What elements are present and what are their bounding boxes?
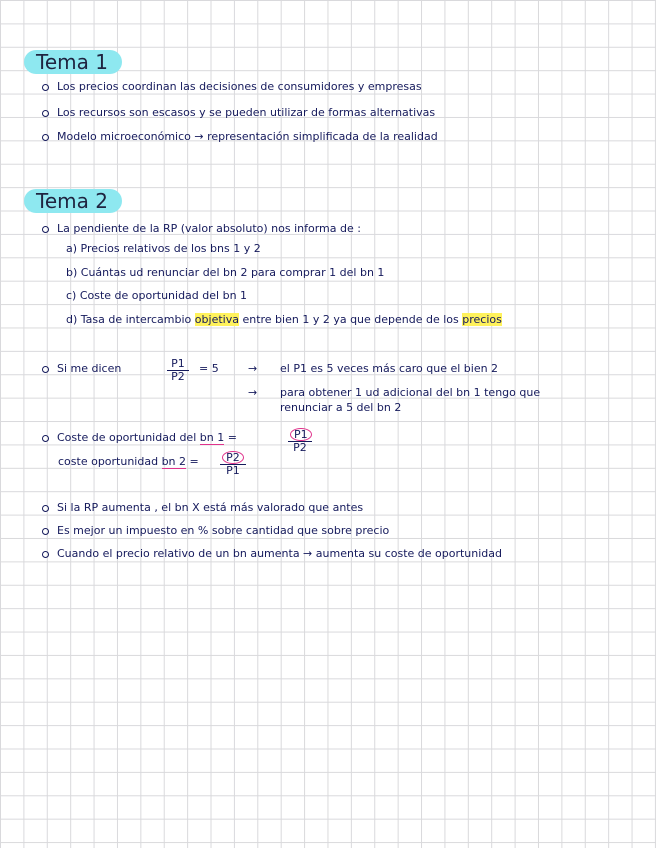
bullet-icon <box>42 226 49 233</box>
coste-bn2-text: coste oportunidad <box>58 455 159 468</box>
final-bullet-2 <box>42 524 389 538</box>
tema1-bullet-2-text: Los recursos son escasos y se pueden utilizar de formas alternativas <box>57 106 436 119</box>
tema1-bullet-2 <box>42 106 435 120</box>
bullet-icon <box>42 528 49 535</box>
tema-1-title: Tema 1 <box>24 50 122 74</box>
coste-bn1-eq: = <box>227 431 237 444</box>
coste-bn2-eq: = <box>189 455 199 468</box>
bullet-icon <box>42 366 49 373</box>
final-bullet-1 <box>42 501 363 515</box>
ratio-result-1: el P1 es 5 veces más caro que el bien 2 <box>280 362 499 375</box>
coste-bn2-denominator: P1 <box>226 464 240 477</box>
ratio-equals: = 5 <box>199 362 219 375</box>
bullet-icon <box>42 435 49 442</box>
final-bullet-2-text: Es mejor un impuesto en % sobre cantidad que sobre precio <box>57 524 390 537</box>
coste-bn2-line <box>58 455 199 469</box>
ratio-arrow-1: → <box>248 362 258 375</box>
subitem-a: a) Precios relativos de los bns 1 y 2 <box>66 242 261 255</box>
ratio-numerator: P1 <box>167 358 189 371</box>
ratio-lead-text: Si me dicen <box>57 362 122 375</box>
subitem-d-mid: entre bien 1 y 2 ya que depende de los <box>238 313 463 326</box>
tema2-intro-text: La pendiente de la RP (valor absoluto) nos informa de : <box>57 222 361 235</box>
tema-2-title: Tema 2 <box>24 189 122 213</box>
bn1-underlined: bn 1 <box>199 431 225 444</box>
ratio-fraction <box>167 358 189 383</box>
bullet-icon <box>42 505 49 512</box>
coste-bn1-fraction <box>288 428 312 454</box>
bullet-icon <box>42 84 49 91</box>
tema2-intro <box>42 222 361 236</box>
tema1-bullet-1 <box>42 80 422 94</box>
subitem-b: b) Cuántas ud renunciar del bn 2 para comprar 1 del bn 1 <box>66 266 385 279</box>
coste-bn1-text: Coste de oportunidad del <box>57 431 197 444</box>
bullet-icon <box>42 134 49 141</box>
coste-bn2-numerator <box>220 451 246 465</box>
coste-bn1-line <box>42 431 237 445</box>
final-bullet-3 <box>42 547 502 561</box>
final-bullet-3-text: Cuando el precio relativo de un bn aumenta → aumenta su coste de oportunidad <box>57 547 503 560</box>
final-bullet-1-text: Si la RP aumenta , el bn X está más valorado que antes <box>57 501 364 514</box>
bn2-underlined: bn 2 <box>161 455 187 468</box>
ratio-denominator: P2 <box>171 370 185 383</box>
coste-bn1-denominator: P2 <box>293 441 307 454</box>
subitem-c: c) Coste de oportunidad del bn 1 <box>66 289 248 302</box>
subitem-d <box>66 313 502 327</box>
ratio-lead <box>42 362 121 376</box>
tema1-bullet-3-text: Modelo microeconómico → representación simplificada de la realidad <box>57 130 438 143</box>
ratio-arrow-2: → <box>248 386 258 399</box>
coste-bn2-fraction <box>220 451 246 477</box>
pink-circle-p2: P2 <box>222 451 244 464</box>
ratio-result-2a: para obtener 1 ud adicional del bn 1 tengo que <box>280 386 541 399</box>
tema1-bullet-3 <box>42 130 438 144</box>
coste-bn1-numerator <box>288 428 312 442</box>
highlight-precios: precios <box>462 313 502 326</box>
pink-circle-p1: P1 <box>290 428 312 441</box>
bullet-icon <box>42 110 49 117</box>
ratio-result-2b: renunciar a 5 del bn 2 <box>280 401 402 414</box>
subitem-d-pre: d) Tasa de intercambio <box>66 313 195 326</box>
bullet-icon <box>42 551 49 558</box>
highlight-objetiva: objetiva <box>194 313 239 326</box>
tema1-bullet-1-text: Los precios coordinan las decisiones de consumidores y empresas <box>57 80 422 93</box>
